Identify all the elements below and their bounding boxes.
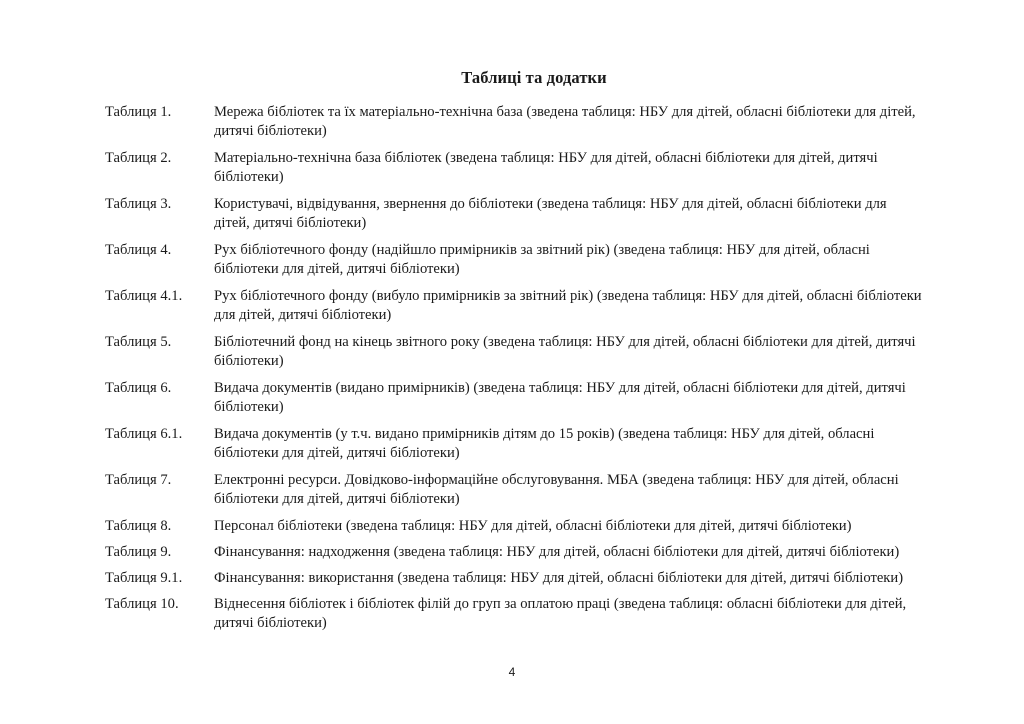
table-description: Бібліотечний фонд на кінець звітного року (зведена таблиця: НБУ для дітей, обласні бібліотеки для дітей, дитячі бібліотеки) [214, 334, 916, 369]
table-description: Фінансування: використання (зведена таблиця: НБУ для дітей, обласні бібліотеки для дітей, дитячі бібліотеки) [214, 570, 904, 586]
table-description: Рух бібліотечного фонду (вибуло примірників за звітний рік) (зведена таблиця: НБУ для дітей, обласні бібліотеки для дітей, дитячі бібліотеки) [214, 288, 922, 323]
table-description: Рух бібліотечного фонду (надійшло примірників за звітний рік) (зведена таблиця: НБУ для дітей, обласні бібліотеки для дітей, дитячі бібліотеки) [214, 242, 870, 277]
list-item [105, 569, 925, 588]
table-label: Таблиця 8. [105, 518, 172, 534]
list-item [105, 103, 925, 141]
page-title: Таблиці та додатки [461, 68, 607, 87]
table-description: Мережа бібліотек та їх матеріально-технічна база (зведена таблиця: НБУ для дітей, обласні бібліотеки для дітей, дитячі бібліотеки) [214, 104, 916, 139]
list-item [105, 543, 925, 562]
list-item [105, 379, 925, 417]
table-description: Віднесення бібліотек і бібліотек філій до груп за оплатою праці (зведена таблиця: обласні бібліотеки для дітей, дитячі бібліотеки) [214, 596, 907, 631]
table-label: Таблиця 2. [105, 150, 172, 166]
list-item [105, 471, 925, 509]
table-description: Матеріально-технічна база бібліотек (зведена таблиця: НБУ для дітей, обласні бібліотеки для дітей, дитячі бібліотеки) [214, 150, 878, 185]
table-description: Видача документів (у т.ч. видано примірників дітям до 15 років) (зведена таблиця: НБУ для дітей, обласні бібліотеки для дітей, дитячі бібліотеки) [214, 426, 875, 461]
list-item [105, 517, 925, 536]
list-item [105, 595, 925, 633]
list-item [105, 287, 925, 325]
page-number: 4 [508, 665, 516, 679]
table-label: Таблиця 1. [105, 104, 172, 120]
table-label: Таблиця 5. [105, 334, 172, 350]
table-label: Таблиця 6. [105, 380, 172, 396]
list-item [105, 241, 925, 279]
table-description: Персонал бібліотеки (зведена таблиця: НБУ для дітей, обласні бібліотеки для дітей, дитячі бібліотеки) [214, 518, 852, 534]
table-label: Таблиця 4. [105, 242, 172, 258]
table-description: Користувачі, відвідування, звернення до бібліотеки (зведена таблиця: НБУ для дітей, обласні бібліотеки для дітей, дитячі бібліотеки) [214, 196, 887, 231]
list-item [105, 333, 925, 371]
table-label: Таблиця 10. [105, 596, 179, 612]
table-label: Таблиця 9. [105, 544, 172, 560]
table-list [105, 103, 925, 633]
table-description: Видача документів (видано примірників) (зведена таблиця: НБУ для дітей, обласні бібліотеки для дітей, дитячі бібліотеки) [214, 380, 906, 415]
list-item [105, 195, 925, 233]
table-label: Таблиця 6.1. [105, 426, 183, 442]
table-description: Фінансування: надходження (зведена таблиця: НБУ для дітей, обласні бібліотеки для дітей, дитячі бібліотеки) [214, 544, 900, 560]
list-item [105, 425, 925, 463]
table-label: Таблиця 7. [105, 472, 172, 488]
table-label: Таблиця 3. [105, 196, 172, 212]
table-label: Таблиця 4.1. [105, 288, 183, 304]
list-item [105, 149, 925, 187]
table-label: Таблиця 9.1. [105, 570, 183, 586]
table-description: Електронні ресурси. Довідково-інформаційне обслуговування. МБА (зведена таблиця: НБУ для дітей, обласні бібліотеки для дітей, дитячі бібліотеки) [214, 472, 899, 507]
